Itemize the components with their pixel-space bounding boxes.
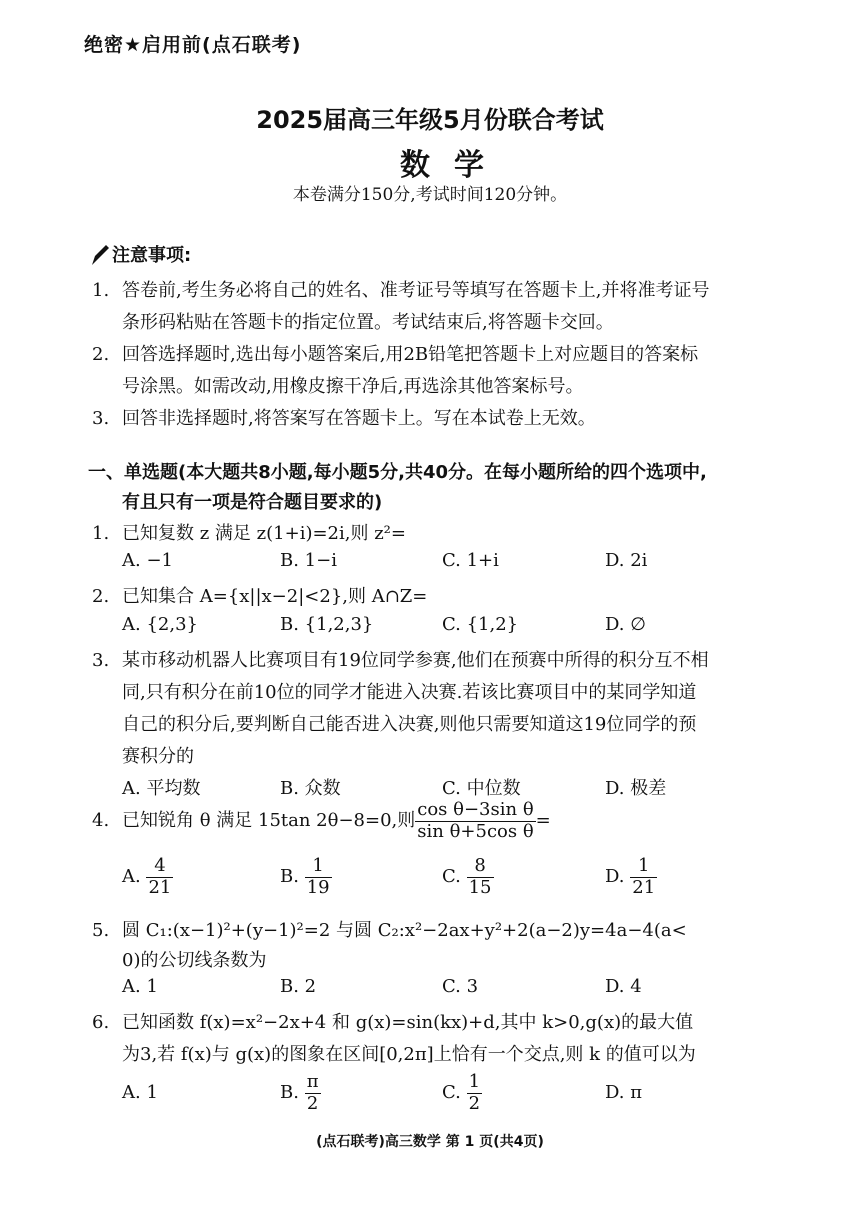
exam-info: 本卷满分150分,考试时间120分钟。 [292,185,568,205]
q3-option-d: D. 极差 [605,778,667,799]
notice-item-2: 2. 回答选择题时,选出每小题答案后,用2B铅笔把答题卡上对应题目的答案标 [92,344,699,365]
question-3-line-2: 同,只有积分在前10位的同学才能进入决赛.若该比赛项目中的某同学知道 [122,682,697,703]
exam-title: 2025届高三年级5月份联合考试 [256,106,604,134]
q1-option-b: B. 1−i [280,550,337,571]
q6-option-c: C. $\frac{1}{2}$ [442,1071,481,1114]
subject-title: 数学 [400,148,508,183]
q4-option-a: A. $\frac{4}{21}$ [122,855,172,898]
q2-option-b: B. {1,2,3} [280,614,374,635]
question-2: 2. 已知集合 A={x||x−2|<2},则 A∩Z= [92,586,428,607]
question-6: 6. 已知函数 f(x)=x²−2x+4 和 g(x)=sin(kx)+d,其中 k>0,g(x)的最大值 [92,1012,694,1033]
notice-heading [90,241,191,267]
question-1: 1. 已知复数 z 满足 z(1+i)=2i,则 z²= [92,523,406,544]
question-3-line-4: 赛积分的 [122,746,194,767]
page-footer: (点石联考)高三数学 第 1 页(共4页) [316,1134,544,1150]
q3-option-b: B. 众数 [280,778,341,799]
pen-icon [90,244,110,266]
question-3-line-3: 自己的积分后,要判断自己能否进入决赛,则他只需要知道这19位同学的预 [122,714,697,735]
q2-option-d: D. ∅ [605,614,646,635]
q3-option-a: A. 平均数 [122,778,201,799]
q2-option-a: A. {2,3} [122,614,198,635]
q1-option-c: C. 1+i [442,550,499,571]
q6-option-b: B. $\frac{\pi}{2}$ [280,1071,319,1114]
q4-option-d: D. $\frac{1}{21}$ [605,855,656,898]
q6-option-d: D. π [605,1082,643,1103]
q4-fraction: $\frac{\text{cos θ−3sin θ}}{\text{sin θ+5cos θ}}$ [417,799,534,842]
q5-option-a: A. 1 [122,976,158,997]
section-heading: 一、单选题(本大题共8小题,每小题5分,共40分。在每小题所给的四个选项中, [88,462,707,483]
question-4: 4. 已知锐角 θ 满足 15tan 2θ−8=0,则 $\frac{\text{cos θ−3sin θ}}{\text{sin θ+5cos θ}}$ = [92,799,551,842]
question-6-line-2: 为3,若 f(x)与 g(x)的图象在区间[0,2π]上恰有一个交点,则 k 的值可以为 [122,1044,696,1065]
section-heading-cont: 有且只有一项是符合题目要求的) [122,492,383,513]
q1-option-a: A. −1 [122,550,173,571]
q3-option-c: C. 中位数 [442,778,521,799]
confidential-label: 绝密★启用前(点石联考) [84,34,302,56]
question-5-line-2: 0)的公切线条数为 [122,950,267,971]
q5-option-d: D. 4 [605,976,642,997]
notice-item-1: 1. 答卷前,考生务必将自己的姓名、准考证号等填写在答题卡上,并将准考证号 [92,280,710,301]
q5-option-c: C. 3 [442,976,479,997]
question-3: 3. 某市移动机器人比赛项目有19位同学参赛,他们在预赛中所得的积分互不相 [92,650,709,671]
notice-item-2-cont: 号涂黑。如需改动,用橡皮擦干净后,再选涂其他答案标号。 [122,376,584,397]
notice-item-3: 3. 回答非选择题时,将答案写在答题卡上。写在本试卷上无效。 [92,408,596,429]
q6-option-a: A. 1 [122,1082,158,1103]
notice-item-1-cont: 条形码粘贴在答题卡的指定位置。考试结束后,将答题卡交回。 [122,312,614,333]
q5-option-b: B. 2 [280,976,317,997]
q1-option-d: D. 2i [605,550,648,571]
question-5: 5. 圆 C₁:(x−1)²+(y−1)²=2 与圆 C₂:x²−2ax+y²+2(a−2)y=4a−4(a< [92,920,687,941]
q4-option-c: C. $\frac{8}{15}$ [442,855,492,898]
notice-heading-text: 注意事项: [112,245,192,266]
q4-option-b: B. $\frac{1}{19}$ [280,855,330,898]
q2-option-c: C. {1,2} [442,614,519,635]
